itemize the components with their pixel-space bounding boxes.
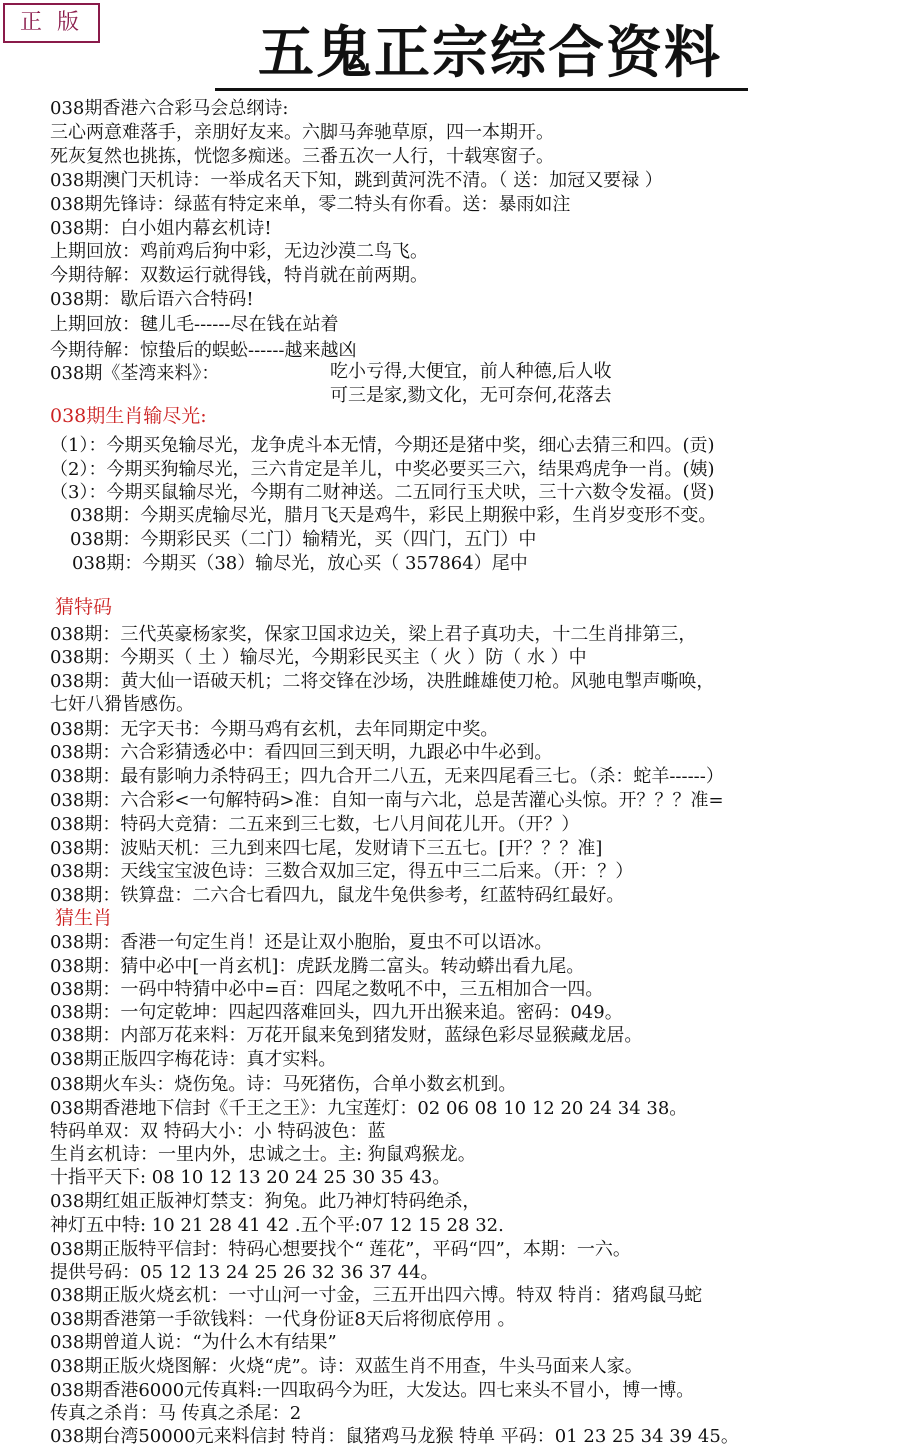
text-line: 生肖玄机诗：一里内外，忠诚之士。主: 狗鼠鸡猴龙。 <box>50 1144 476 1165</box>
text-line: 038期香港第一手欲钱料：一代身份证8天后将彻底停用 。 <box>50 1309 516 1330</box>
text-line: 特码单双：双 特码大小：小 特码波色：蓝 <box>50 1121 386 1142</box>
text-line: 传真之杀肖：马 传真之杀尾：2 <box>50 1403 302 1424</box>
text-line: 038期正版火烧玄机：一寸山河一寸金，三五开出四六博。特双 特肖：猪鸡鼠马蛇 <box>50 1285 703 1306</box>
text-line: 038期：六合彩<一句解特码>准：自知一南与六北，总是苦灌心头惊。开？？？准= <box>50 790 724 811</box>
text-line: 038期香港六合彩马会总纲诗: <box>50 98 289 119</box>
text-line: 038期：特码大竞猜：二五来到三七数，七八月间花儿开。（开？） <box>50 814 580 835</box>
text-line: 三心两意难落手，亲朋好友来。六脚马奔驰草原，四一本期开。 <box>50 122 554 143</box>
page-title: 五鬼正宗综合资料 <box>258 20 722 86</box>
text-line: （1）：今期买兔输尽光，龙争虎斗本无情，今期还是猪中奖，细心去猜三和四。(贡) <box>50 435 715 456</box>
text-line: 038期：今期彩民买（二门）输精光，买（四门，五门）中 <box>70 529 537 550</box>
text-line: 038期正版火烧图解：火烧“虎”。诗：双蓝生肖不用查，牛头马面来人家。 <box>50 1356 643 1377</box>
text-line: 038期：天线宝宝波色诗：三数合双加三定，得五中三二后来。（开：？） <box>50 861 634 882</box>
text-line: 038期：无字天书：今期马鸡有玄机，去年同期定中奖。 <box>50 719 499 740</box>
text-line: （2）：今期买狗输尽光，三六肯定是羊儿，中奖必要买三六，结果鸡虎争一肖。(姨) <box>50 459 715 480</box>
title-underline <box>215 88 748 91</box>
text-line: 038期：香港一句定生肖！还是让双小胞胎，夏虫不可以语冰。 <box>50 932 553 953</box>
text-line: 神灯五中特: 10 21 28 41 42 .五个平:07 12 15 28 32. <box>50 1215 504 1236</box>
text-line: 038期香港6000元传真料:一四取码今为旺，大发达。四七来头不冒小，博一博。 <box>50 1380 695 1401</box>
text-line: 038期：猜中必中[一肖玄机]：虎跃龙腾二富头。转动蟒出看九尾。 <box>50 956 585 977</box>
text-line: 038期香港地下信封《千王之王》：九宝莲灯：02 06 08 10 12 20 24 34 38。 <box>50 1098 688 1119</box>
text-line: 上期回放：毽儿毛------尽在钱在站着 <box>50 314 339 335</box>
edition-badge: 正 版 <box>3 3 100 43</box>
text-line: 038期正版四字梅花诗：真才实料。 <box>50 1049 337 1070</box>
text-line: 038期火车头：烧伤兔。诗：马死猪伤，合单小数玄机到。 <box>50 1074 517 1095</box>
text-line: 038期台湾50000元来料信封 特肖：鼠猪鸡马龙猴 特单 平码：01 23 25 34 39 45。 <box>50 1426 739 1447</box>
text-line: 038期：今期买虎输尽光，腊月飞天是鸡牛，彩民上期猴中彩，生肖岁变形不变。 <box>70 505 717 526</box>
text-line: 七奸八猾皆感伤。 <box>50 694 194 715</box>
text-line: 可三是家,勠文化，无可奈何,花落去 <box>330 385 612 406</box>
text-line: 今期待解：双数运行就得钱，特肖就在前两期。 <box>50 265 428 286</box>
text-line: 038期：黄大仙一语破天机；二将交锋在沙场，决胜雌雄使刀枪。风驰电掣声嘶唤， <box>50 671 715 692</box>
text-line: （3）：今期买鼠输尽光，今期有二财神送。二五同行玉犬吠，三十六数令发福。(贤) <box>50 482 715 503</box>
text-line: 提供号码：05 12 13 24 25 26 32 36 37 44。 <box>50 1262 439 1283</box>
text-line: 死灰复然也挑拣，恍惚多痴迷。三番五次一人行，十载寒窗子。 <box>50 146 554 167</box>
text-line: 038期：三代英豪杨家奖，保家卫国求边关，梁上君子真功夫，十二生肖排第三， <box>50 624 697 645</box>
text-line: 038期曾道人说：“为什么木有结果” <box>50 1332 337 1353</box>
text-line: 今期待解：惊蛰后的蜈蚣------越来越凶 <box>50 340 357 361</box>
text-line: 038期先锋诗：绿蓝有特定来单，零二特头有你看。送：暴雨如注 <box>50 194 571 215</box>
text-line: 038期：六合彩猜透必中：看四回三到天明，九跟必中牛必到。 <box>50 742 553 763</box>
text-line: 038期：今期买（ 土 ）输尽光，今期彩民买主（ 火 ）防（ 水 ）中 <box>50 647 587 668</box>
text-line: 038期：最有影响力杀特码王；四九合开二八五，无来四尾看三七。（杀：蛇羊------） <box>50 766 724 787</box>
section-heading: 038期生肖输尽光: <box>50 405 207 427</box>
text-line: 038期：一句定乾坤：四起四落难回头，四九开出猴来追。密码：049。 <box>50 1002 623 1023</box>
text-line: 038期：铁算盘：二六合七看四九，鼠龙牛兔供参考，红蓝特码红最好。 <box>50 885 625 906</box>
text-line: 十指平天下: 08 10 12 13 20 24 25 30 35 43。 <box>50 1167 451 1188</box>
text-line: 038期《荃湾来料》： <box>50 363 220 384</box>
text-line: 038期：歇后语六合特码! <box>50 289 254 310</box>
text-line: 038期红姐正版神灯禁支：狗兔。此乃神灯特码绝杀， <box>50 1191 481 1212</box>
text-line: 038期澳门天机诗：一举成名天下知，跳到黄河洗不清。（ 送：加冠又要禄 ） <box>50 170 663 191</box>
text-line: 038期正版特平信封：特码心想要找个“ 莲花”，平码“四”，本期：一六。 <box>50 1239 631 1260</box>
text-line: 038期：白小姐内幕玄机诗! <box>50 218 272 239</box>
section-heading: 猜特码 <box>55 596 113 618</box>
text-line: 038期：波贴天机：三九到来四七尾，发财请下三五七。[开？？？准] <box>50 838 603 859</box>
text-line: 吃小亏得,大便宜，前人种德,后人收 <box>330 361 612 382</box>
text-line: 038期：内部万花来料：万花开鼠来兔到猪发财，蓝绿色彩尽显猴藏龙居。 <box>50 1025 643 1046</box>
section-heading: 猜生肖 <box>55 907 113 929</box>
text-line: 038期：一码中特猜中必中=百：四尾之数吼不中，三五相加合一四。 <box>50 979 604 1000</box>
text-line: 上期回放：鸡前鸡后狗中彩，无边沙漠二鸟飞。 <box>50 241 428 262</box>
text-line: 038期：今期买（38）输尽光，放心买（ 357864）尾中 <box>72 553 528 574</box>
